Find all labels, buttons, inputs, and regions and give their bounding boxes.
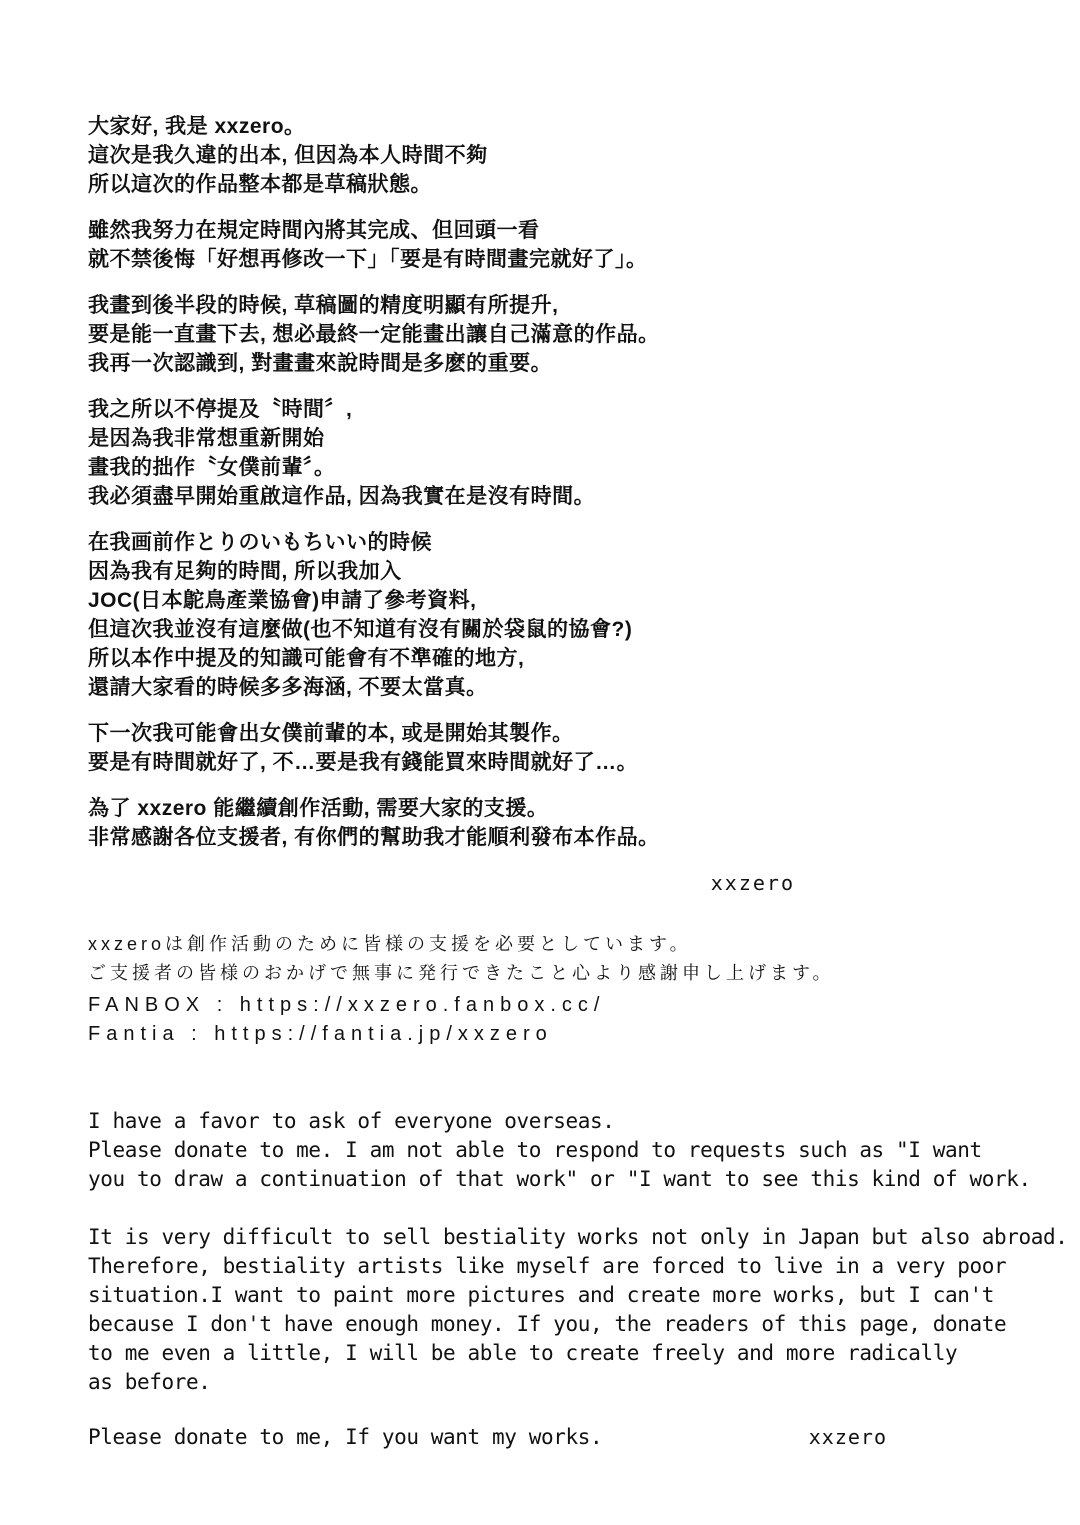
- paragraph: [88, 291, 990, 378]
- footer-request: Please donate to me, If you want my works.: [88, 1425, 603, 1449]
- text-line: because I don't have enough money. If you, the readers of this page, donate: [88, 1312, 1007, 1336]
- paragraph: [88, 528, 990, 702]
- text-line: 我再一次認識到, 對畫畫來說時間是多麽的重要。: [88, 352, 553, 375]
- text-line: situation.I want to paint more pictures and create more works, but I can't: [88, 1283, 994, 1307]
- signature-xxzero: xxzero: [710, 871, 795, 895]
- paragraph: [88, 1107, 1031, 1194]
- text-line: 就不禁後悔「好想再修改一下」「要是有時間畫完就好了」。: [88, 248, 648, 271]
- text-line: 是因為我非常想重新開始: [88, 427, 325, 450]
- japanese-support-note: [88, 930, 990, 1049]
- text-line: 在我画前作とりのいもちいい的時候: [88, 531, 432, 554]
- text-line: 大家好, 我是 xxzero。: [88, 115, 306, 138]
- text-line: 為了 xxzero 能繼續創作活動, 需要大家的支援。: [88, 797, 549, 820]
- support-links: [88, 991, 990, 1049]
- text-line: ご支援者の皆様のおかげで無事に発行できたこと心より感謝申し上げます。: [88, 963, 835, 983]
- text-line: 所以本作中提及的知識可能會有不準確的地方,: [88, 647, 525, 670]
- text-line: 非常感謝各位支援者, 有你們的幫助我才能順利發布本作品。: [88, 826, 660, 849]
- text-line: 我之所以不停提及〝時間〞,: [88, 398, 353, 421]
- text-line: 要是能一直畫下去, 想必最終一定能畫出讓自己滿意的作品。: [88, 323, 660, 346]
- paragraph: [88, 794, 990, 852]
- text-line: JOC(日本鴕鳥產業協會)申請了參考資料,: [88, 589, 477, 612]
- text-line: 要是有時間就好了, 不…要是我有錢能買來時間就好了…。: [88, 751, 639, 774]
- text-line: 但這次我並沒有這麼做(也不知道有沒有關於袋鼠的協會?): [88, 618, 633, 641]
- english-note: [88, 1107, 1068, 1452]
- text-line: I have a favor to ask of everyone overseas.: [88, 1109, 615, 1133]
- paragraph: [88, 112, 990, 199]
- text-line: 還請大家看的時候多多海涵, 不要太當真。: [88, 676, 488, 699]
- fantia-url: Fantia : https://fantia.jp/xxzero: [88, 1023, 553, 1045]
- text-line: xxzeroは創作活動のために皆様の支援を必要としています。: [88, 934, 692, 954]
- text-line: Please donate to me. I am not able to respond to requests such as "I want: [88, 1138, 982, 1162]
- chinese-afterword: [88, 112, 990, 898]
- text-line: 雖然我努力在規定時間內將其完成、但回頭一看: [88, 219, 540, 242]
- paragraph: [88, 719, 990, 777]
- footer-request-row: [88, 1423, 990, 1452]
- text-line: 所以這次的作品整本都是草稿狀態。: [88, 173, 432, 196]
- paragraph: [88, 1223, 1068, 1397]
- text-line: Therefore, bestiality artists like myself are forced to live in a very poor: [88, 1254, 1007, 1278]
- fanbox-url: FANBOX : https://xxzero.fanbox.cc/: [88, 994, 606, 1016]
- text-line: to me even a little, I will be able to create freely and more radically: [88, 1341, 958, 1365]
- text-line: 我畫到後半段的時候, 草稿圖的精度明顯有所提升,: [88, 294, 559, 317]
- text-line: 因為我有足夠的時間, 所以我加入: [88, 560, 402, 583]
- text-line: you to draw a continuation of that work" or "I want to see this kind of work.: [88, 1167, 1031, 1191]
- text-line: 我必須盡早開始重啟這作品, 因為我實在是沒有時間。: [88, 485, 596, 508]
- text-line: as before.: [88, 1370, 211, 1394]
- footer-signature-xxzero: xxzero: [808, 1425, 887, 1449]
- paragraph: [88, 395, 990, 511]
- text-line: 畫我的拙作〝女僕前輩〞。: [88, 456, 336, 479]
- text-line: 這次是我久違的出本, 但因為本人時間不夠: [88, 144, 488, 167]
- text-line: 下一次我可能會出女僕前輩的本, 或是開始其製作。: [88, 722, 574, 745]
- paragraph: [88, 216, 990, 274]
- text-line: It is very difficult to sell bestiality works not only in Japan but also abroad.: [88, 1225, 1068, 1249]
